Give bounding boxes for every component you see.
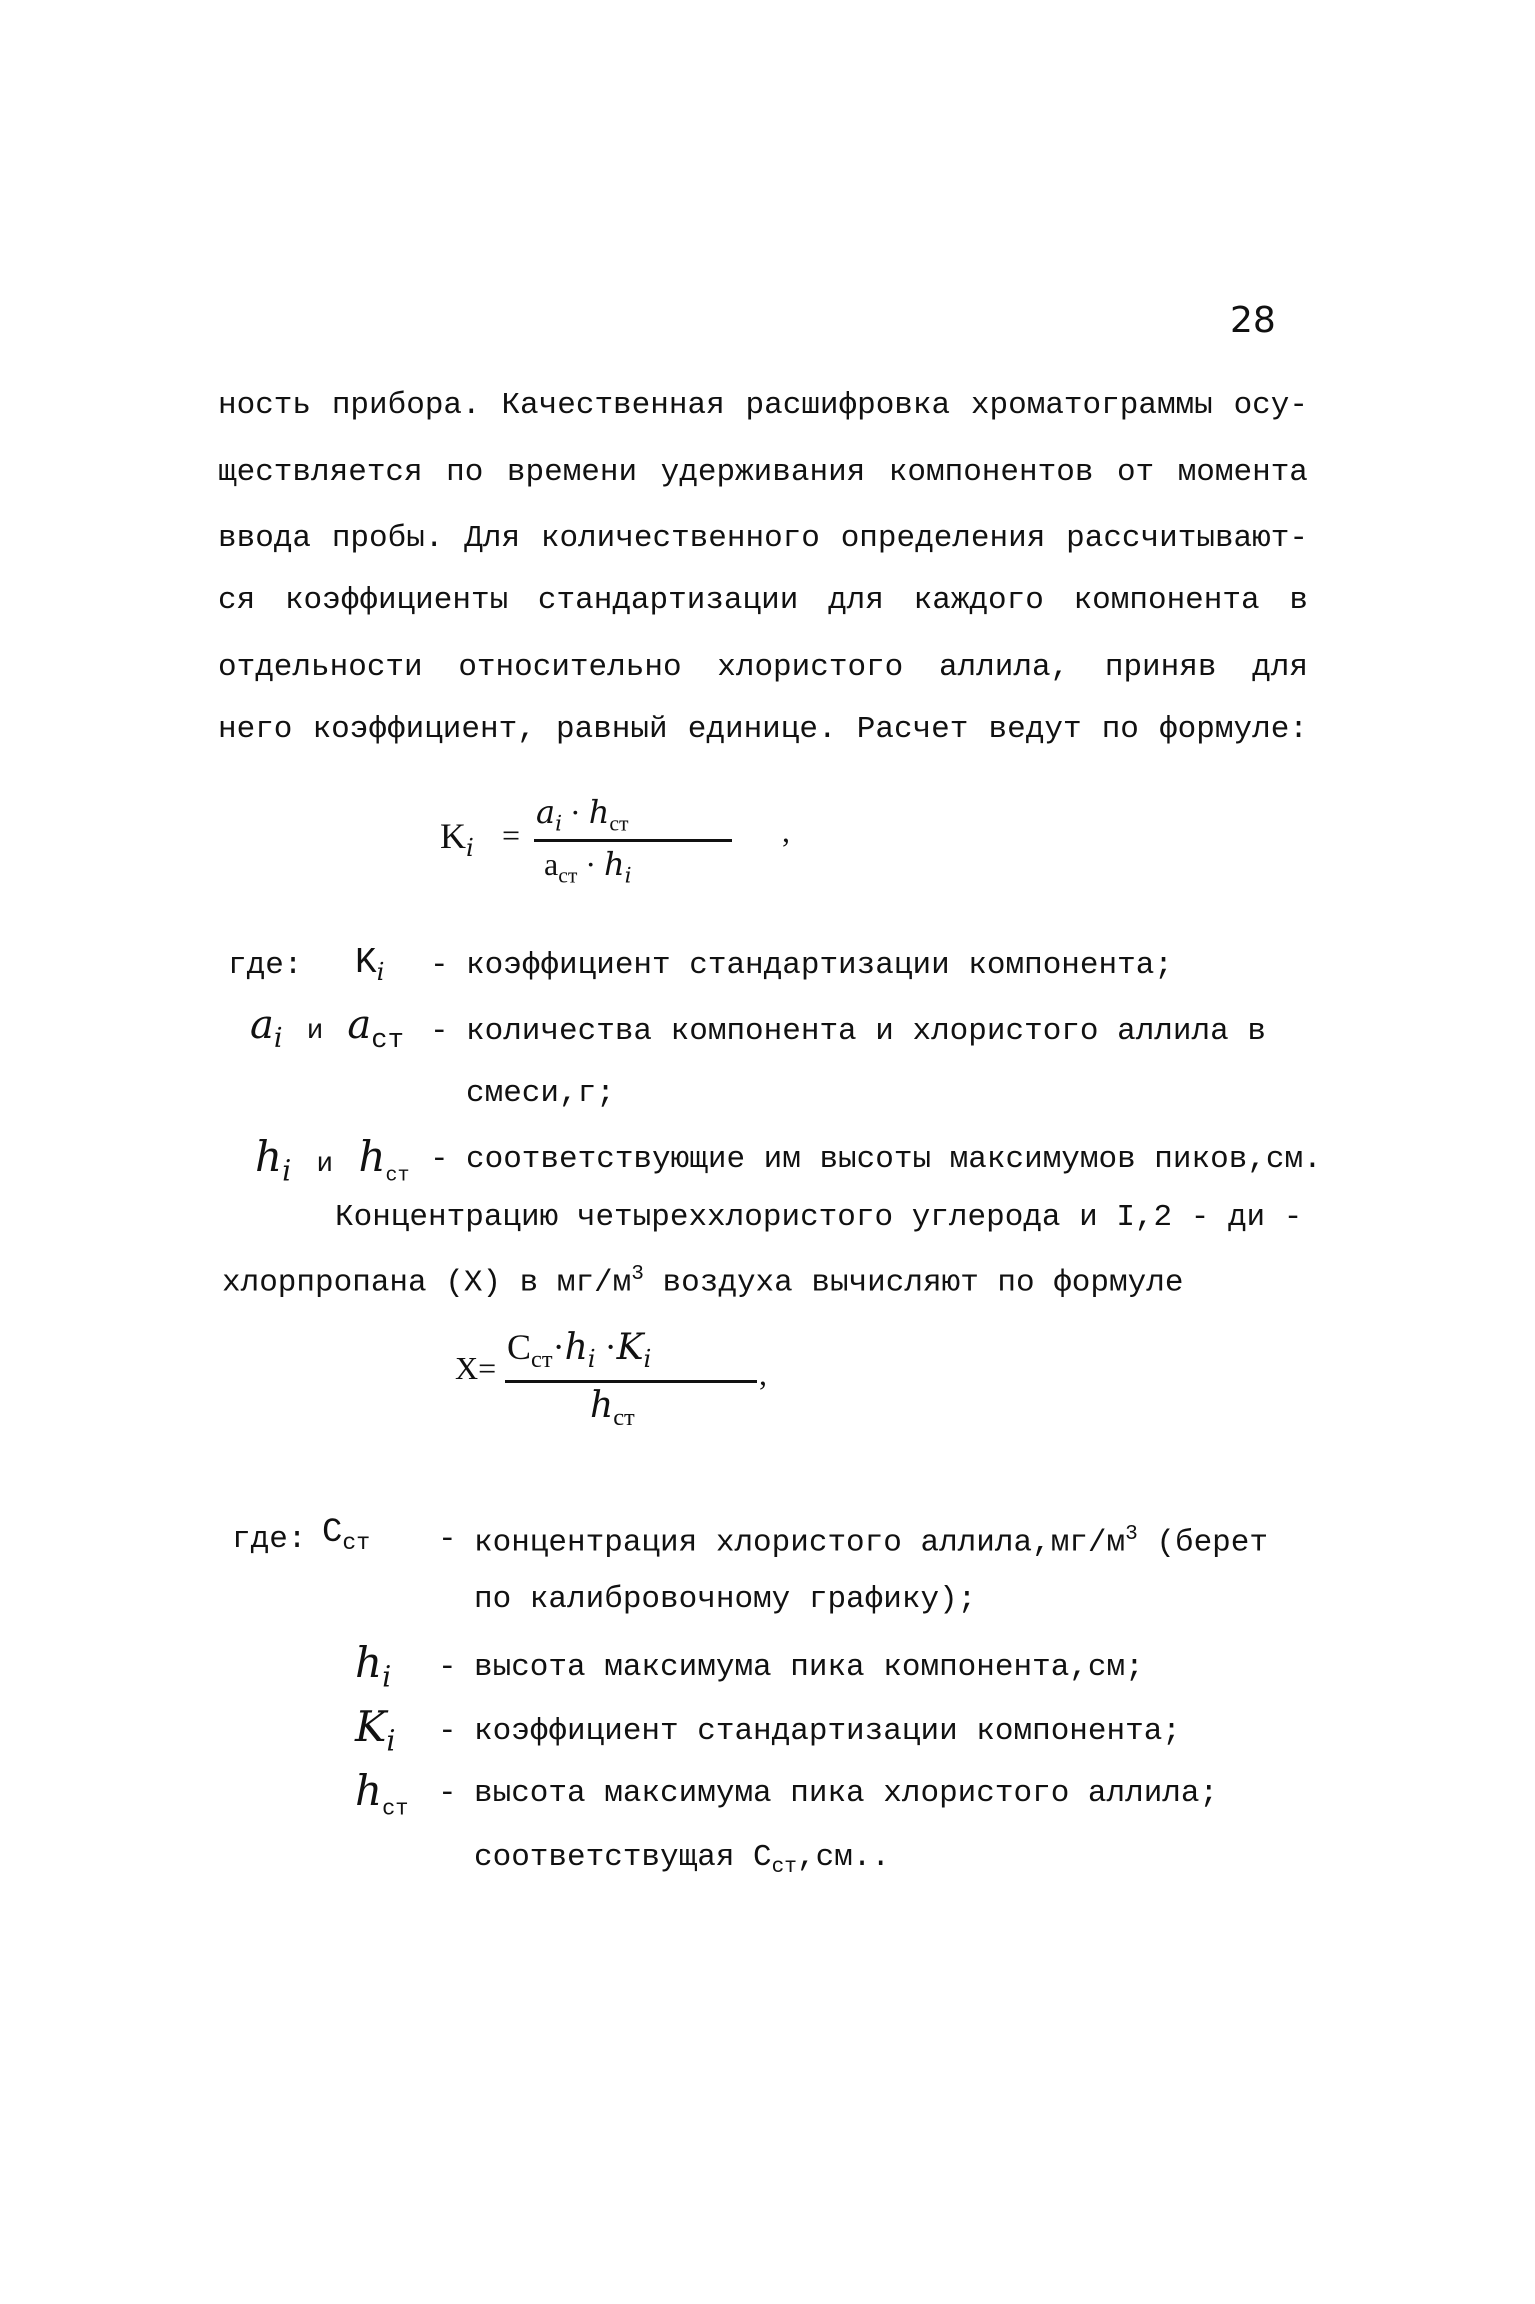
formula-numerator: $a_i \cdot h_{ст}$ [536,793,629,837]
formula-coefficient [440,795,820,905]
formula-lhs: X= [455,1350,497,1386]
word: по [446,455,484,490]
formula-trailing-comma: , [759,1356,767,1392]
word: него [218,712,293,747]
legend-dash: - [430,1142,449,1177]
word: Расчет [856,712,969,747]
legend-symbol-h: $h_i$ [355,1638,392,1694]
legend-text-continued: соответствущая $C_{ст},см$.. [474,1840,890,1880]
paragraph2-line-1: Концентрацию четыреххлористого углерода и I,2 - ди - [335,1200,1303,1235]
word: в [1289,583,1308,618]
word: времени [506,455,638,490]
word: каждого [913,583,1044,618]
word: компонентов [888,455,1094,490]
legend-dash: - [438,1650,457,1685]
word: аллила, [938,650,1070,685]
fraction-bar [505,1380,757,1383]
legend-dash: - [430,948,449,983]
word: определения [840,521,1046,556]
legend-symbol-a: $a_i$ и $a_{ст}$ [250,1002,404,1056]
legend-symbol-c: $C_{ст}$ [322,1514,371,1556]
paragraph-line-2 [218,455,1308,490]
fraction-bar [534,839,732,842]
word: компонента [1073,583,1260,618]
page-number: 28 [1230,300,1276,341]
word: прибора. [331,388,481,423]
word: ввода [218,521,312,556]
word: ся [218,583,256,618]
where-label: где: [232,1522,307,1557]
word: Для [464,521,521,556]
word: удерживания [660,455,866,490]
paragraph-line-1 [218,388,1308,423]
word: от [1116,455,1155,490]
word: хлористого [717,650,904,685]
word: относительно [458,650,682,685]
word: момента [1177,455,1308,490]
paragraph-line-5 [218,650,1308,685]
word: для [828,583,884,618]
word: Качественная [501,388,725,423]
paragraph-line-3 [218,521,1308,556]
legend-text: концентрация хлористого $аллила,мг/м^3$ (берет [474,1522,1268,1561]
formula-numerator: $C_{ст}\cdot h_i \cdot K_i$ [507,1327,652,1374]
word: для [1252,650,1308,685]
formula-equals: = [502,817,521,853]
word: пробы. [331,521,444,556]
word: отдельности [218,650,423,685]
legend-text: соответствующие им высоты максимумов пиков,см. [466,1142,1322,1177]
word: ществляется [218,455,423,490]
word: количественного [540,521,820,556]
word: единице. [687,712,837,747]
formula-concentration [455,1327,785,1450]
legend-symbol-k: $K_i$ [355,942,385,987]
word: стандартизации [537,583,799,618]
word: рассчитывают- [1066,521,1308,556]
legend-text-continued: по калибровочному графику); [474,1582,977,1617]
word: ность [218,388,312,423]
legend-text: высота максимума пика компонента,см; [474,1650,1144,1685]
word: коэффициент, [312,712,536,747]
word: формуле: [1159,712,1308,747]
formula-denominator: $h_{ст}$ [590,1385,635,1432]
word: коэффициенты [284,583,509,618]
legend-text: коэффициент стандартизации компонента; [466,948,1173,983]
legend-dash: - [438,1776,457,1811]
paragraph2-line-2: хлорпропана (X) в $мг/м^3$ воздуха вычисляют по формуле [222,1262,1184,1301]
word: хроматограммы [970,388,1213,423]
legend-text: количества компонента и хлористого аллила в [466,1014,1266,1049]
word: расшифровка [745,388,951,423]
legend-dash: - [438,1714,457,1749]
word: осу- [1233,388,1308,423]
legend-symbol-h-st: $h_{ст}$ [355,1766,409,1822]
paragraph-line-6 [218,712,1308,747]
word: приняв [1104,650,1217,685]
word: ведут [988,712,1082,747]
paragraph-line-4 [218,583,1308,618]
word: равный [555,712,668,747]
legend-symbol-h: $h_i$ и $h_{ст}$ [255,1132,410,1188]
legend-dash: - [438,1522,457,1557]
legend-symbol-k: $K_i$ [355,1702,396,1758]
where-label: где: [228,948,303,983]
word: по [1101,712,1139,747]
formula-trailing-comma: , [782,813,790,849]
legend-text: высота максимума пика хлористого аллила; [474,1776,1219,1811]
formula-denominator: $a_{ст} \cdot h_i$ [544,845,632,889]
legend-text: коэффициент стандартизации компонента; [474,1714,1181,1749]
legend-text-continued: смеси,г; [466,1076,615,1111]
formula-lhs: $K_i$ [440,816,474,863]
legend-dash: - [430,1014,449,1049]
